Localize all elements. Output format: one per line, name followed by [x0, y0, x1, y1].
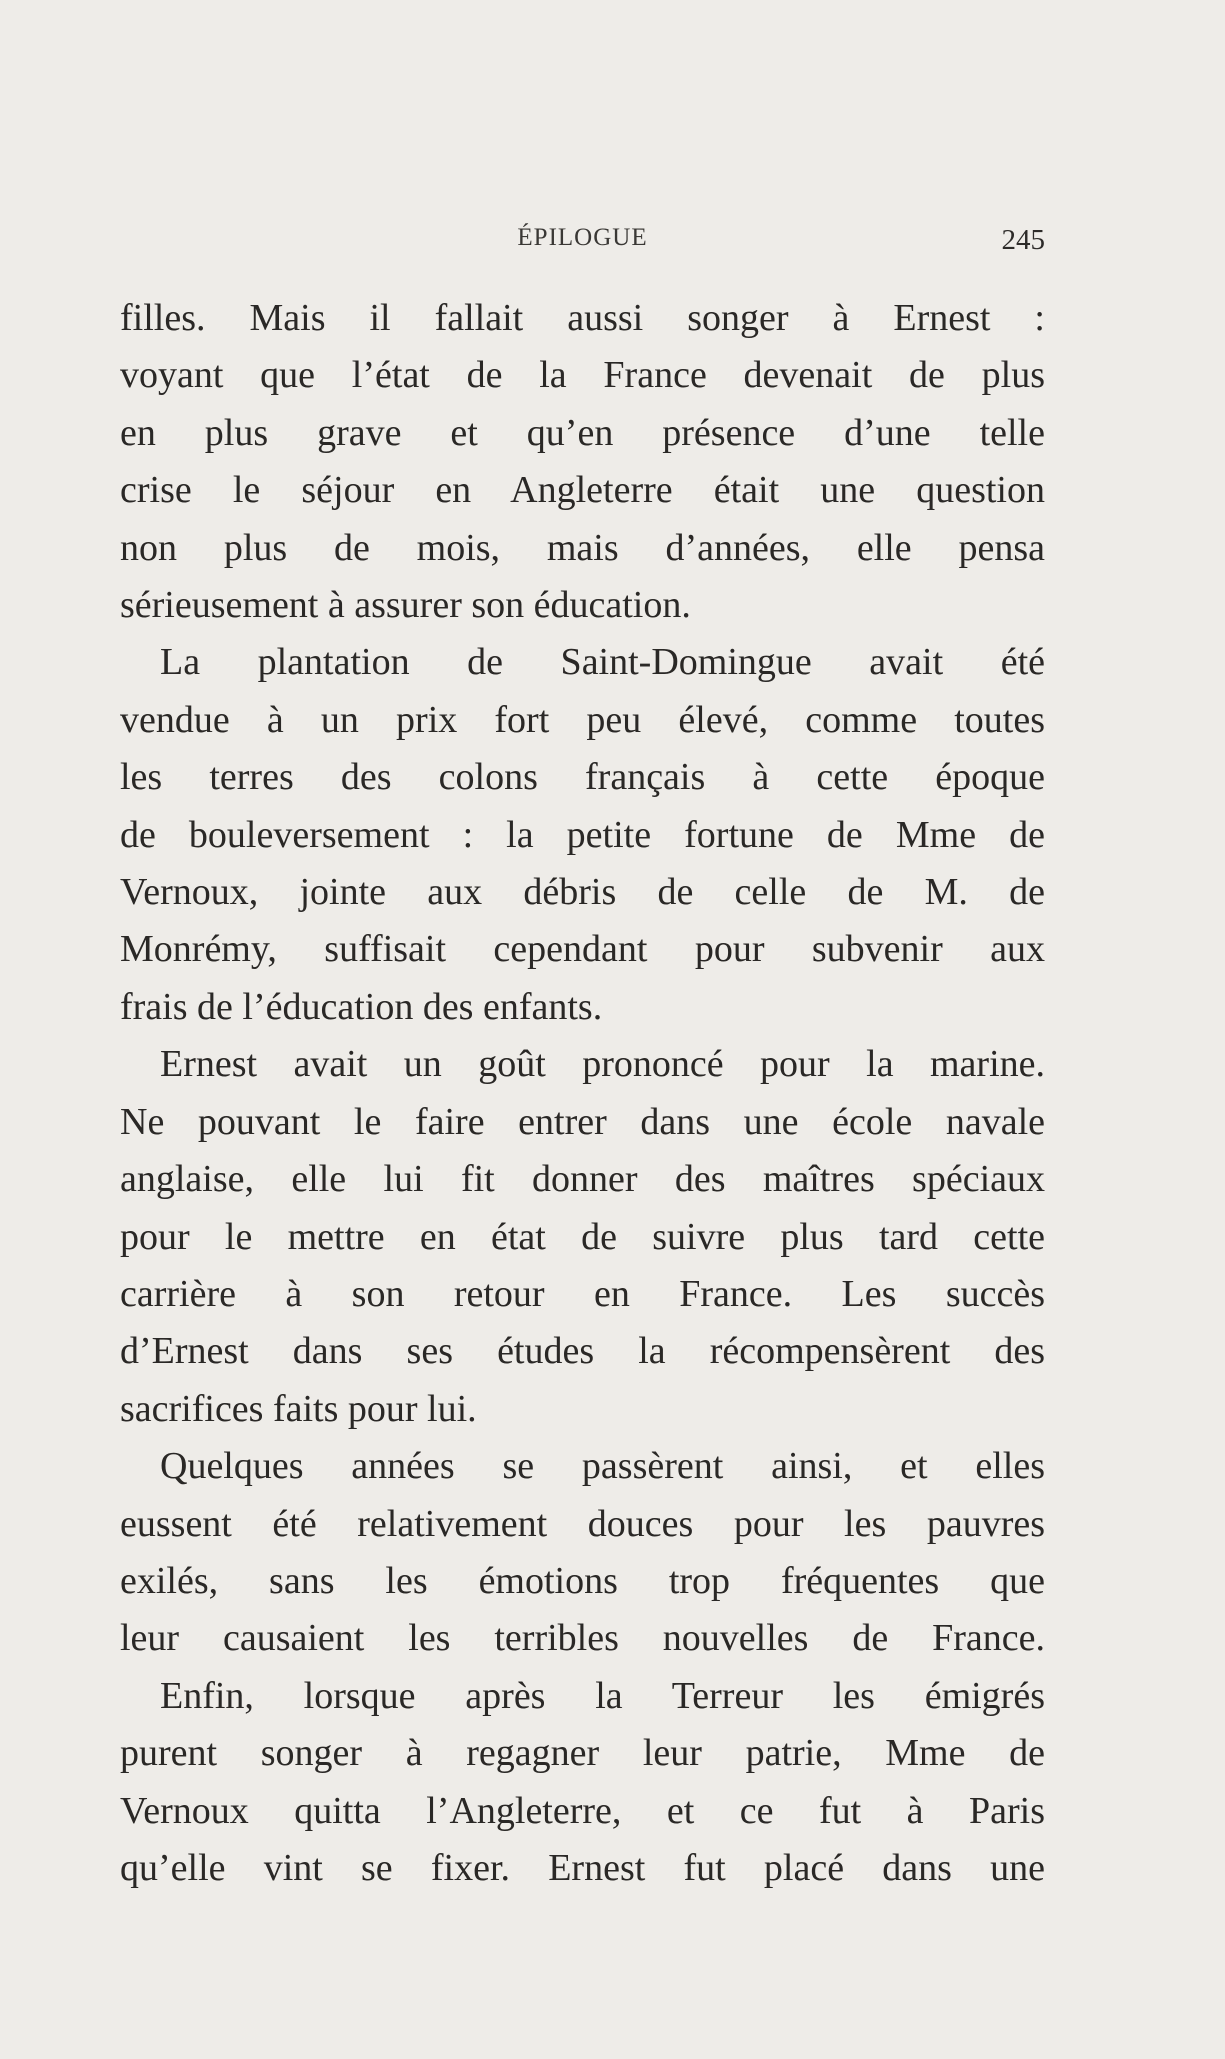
- text-line: filles. Mais il fallait aussi songer à Ernest :: [120, 297, 1045, 339]
- text-line: Vernoux quitta l’Angleterre, et ce fut à Paris: [120, 1789, 1045, 1832]
- text-line: La plantation de Saint-Domingue avait été: [160, 641, 1045, 684]
- text-line: en plus grave et qu’en présence d’une telle: [120, 411, 1045, 454]
- text-line: non plus de mois, mais d’années, elle pensa: [120, 526, 1045, 569]
- text-line: Ne pouvant le faire entrer dans une école navale: [120, 1100, 1045, 1143]
- text-line: leur causaient les terribles nouvelles de France.: [120, 1617, 1045, 1660]
- page-number: 245: [1001, 224, 1045, 256]
- paragraph-3: [120, 1036, 1045, 1438]
- text-line: Enfin, lorsque après la Terreur les émigrés: [160, 1674, 1045, 1717]
- paragraph-5: [120, 1668, 1045, 1898]
- text-line: sérieusement à assurer son éducation.: [120, 584, 691, 627]
- text-line: vendue à un prix fort peu élevé, comme toutes: [120, 698, 1045, 741]
- text-line: Ernest avait un goût prononcé pour la marine.: [160, 1043, 1045, 1086]
- text-line: purent songer à regagner leur patrie, Mme de: [120, 1732, 1045, 1775]
- text-line: carrière à son retour en France. Les succès: [120, 1272, 1045, 1315]
- text-line: sacrifices faits pour lui.: [120, 1387, 477, 1430]
- text-line: pour le mettre en état de suivre plus tard cette: [120, 1215, 1045, 1258]
- text-line: exilés, sans les émotions trop fréquentes que: [120, 1559, 1045, 1602]
- text-line: anglaise, elle lui fit donner des maîtres spéciaux: [120, 1158, 1045, 1201]
- text-line: crise le séjour en Angleterre était une question: [120, 469, 1045, 512]
- text-line: Monrémy, suffisait cependant pour subvenir aux: [120, 928, 1045, 971]
- text-line: Vernoux, jointe aux débris de celle de M. de: [120, 871, 1045, 914]
- body-text: [120, 290, 1045, 1897]
- text-line: Quelques années se passèrent ainsi, et elles: [160, 1445, 1045, 1488]
- paragraph-2: [120, 634, 1045, 1036]
- text-line: de bouleversement : la petite fortune de Mme de: [120, 813, 1045, 856]
- text-line: frais de l’éducation des enfants.: [120, 985, 603, 1028]
- text-line: eussent été relativement douces pour les pauvres: [120, 1502, 1045, 1545]
- page-header: [120, 224, 1045, 264]
- text-line: les terres des colons français à cette époque: [120, 756, 1045, 799]
- text-line: qu’elle vint se fixer. Ernest fut placé dans une: [120, 1846, 1045, 1889]
- text-line: voyant que l’état de la France devenait de plus: [120, 354, 1045, 397]
- paragraph-4: [120, 1438, 1045, 1668]
- running-title: ÉPILOGUE: [517, 224, 648, 251]
- text-line: d’Ernest dans ses études la récompensèrent des: [120, 1330, 1045, 1373]
- paragraph-1: [120, 290, 1045, 634]
